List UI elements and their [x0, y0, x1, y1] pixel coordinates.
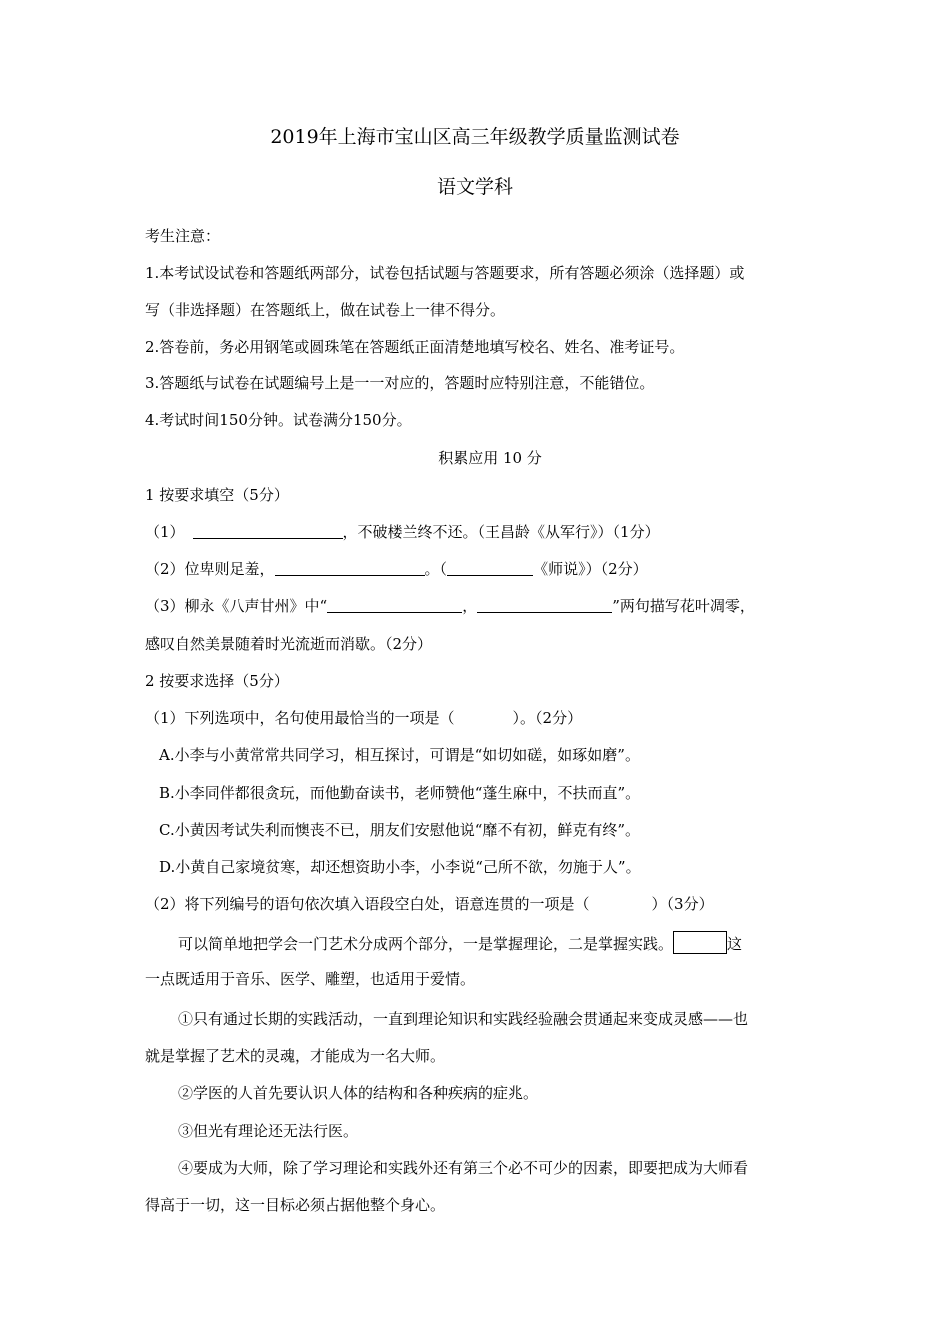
answer-blank[interactable]	[447, 560, 533, 576]
sub-suffix: ）。（2分）	[512, 709, 583, 727]
passage-line-2: 一点既适用于音乐、医学、雕塑，也适用于爱情。	[145, 970, 476, 988]
notice-heading: 考生注意：	[145, 227, 221, 245]
notice-line: 4.考试时间150分钟。试卷满分150分。	[145, 411, 412, 429]
question-2-sub-2	[145, 894, 714, 914]
sentence-1-continued: 就是掌握了艺术的灵魂，才能成为一名大师。	[145, 1047, 446, 1065]
option-d: D.小黄自己家境贫寒，却还想资助小李，小李说“己所不欲，勿施于人”。	[159, 858, 641, 876]
answer-blank[interactable]	[193, 523, 343, 539]
notice-line: 写（非选择题）在答题纸上，做在试卷上一律不得分。	[145, 301, 506, 319]
option-a: A.小李与小黄常常共同学习，相互探讨，可谓是“如切如磋，如琢如磨”。	[159, 746, 640, 764]
question-1-item-1	[145, 522, 660, 542]
section-title: 积累应用 10 分	[438, 449, 542, 467]
answer-blank[interactable]	[275, 560, 425, 576]
notice-line: 2.答卷前，务必用钢笔或圆珠笔在答题纸正面清楚地填写校名、姓名、准考证号。	[145, 338, 685, 356]
sentence-4-continued: 得高于一切，这一目标必须占据他整个身心。	[145, 1196, 446, 1214]
item-suffix: ，不破楼兰终不还。（王昌龄《从军行》）（1分）	[342, 523, 660, 541]
sub-prefix: （2）将下列编号的语句依次填入语段空白处，语意连贯的一项是（	[145, 895, 590, 913]
passage-text: 可以简单地把学会一门艺术分成两个部分，一是掌握理论，二是掌握实践。	[178, 935, 674, 953]
passage-line-1	[178, 931, 742, 954]
sentence-1: ①只有通过长期的实践活动，一直到理论知识和实践经验融会贯通起来变成灵感——也	[178, 1010, 749, 1028]
sub-suffix: ）（3分）	[651, 895, 714, 913]
item-prefix: （1）	[145, 523, 185, 541]
question-1-item-3	[145, 596, 755, 616]
sentence-3: ③但光有理论还无法行医。	[178, 1122, 359, 1140]
subject-title: 语文学科	[436, 176, 513, 198]
passage-text-end: 这	[727, 935, 743, 953]
option-c: C.小黄因考试失利而懊丧不已，朋友们安慰他说“靡不有初，鲜克有终”。	[159, 821, 641, 839]
sub-prefix: （1）下列选项中，名句使用最恰当的一项是（	[145, 709, 455, 727]
question-1-item-2	[145, 559, 648, 579]
question-1-item-3-continued: 感叹自然美景随着时光流逝而消歇。（2分）	[145, 635, 433, 653]
answer-blank[interactable]	[327, 597, 462, 613]
sentence-2: ②学医的人首先要认识人体的结构和各种疾病的症兆。	[178, 1084, 539, 1102]
item-sep: ，	[462, 597, 478, 615]
notice-line: 1.本考试设试卷和答题纸两部分，试卷包括试题与答题要求，所有答题必须涂（选择题）或	[145, 264, 745, 282]
passage-blank-box[interactable]	[673, 931, 727, 954]
question-2-sub-1	[145, 708, 582, 728]
answer-blank[interactable]	[477, 597, 612, 613]
item-prefix: （3）柳永《八声甘州》中“	[145, 597, 328, 615]
item-mid: 。（	[424, 560, 448, 578]
sentence-4: ④要成为大师，除了学习理论和实践外还有第三个必不可少的因素，即要把成为大师看	[178, 1159, 749, 1177]
exam-title: 2019年上海市宝山区高三年级教学质量监测试卷	[270, 126, 680, 148]
item-suffix: ”两句描写花叶凋零，	[612, 597, 755, 615]
option-b: B.小李同伴都很贪玩，而他勤奋读书，老师赞他“蓬生麻中，不扶而直”。	[159, 784, 641, 802]
question-2-heading: 2 按要求选择（5分）	[145, 672, 289, 690]
item-prefix: （2）位卑则足羞，	[145, 560, 275, 578]
question-1-heading: 1 按要求填空（5分）	[145, 486, 289, 504]
item-suffix: 《师说》）（2分）	[533, 560, 648, 578]
notice-line: 3.答题纸与试卷在试题编号上是一一对应的，答题时应特别注意，不能错位。	[145, 374, 655, 392]
